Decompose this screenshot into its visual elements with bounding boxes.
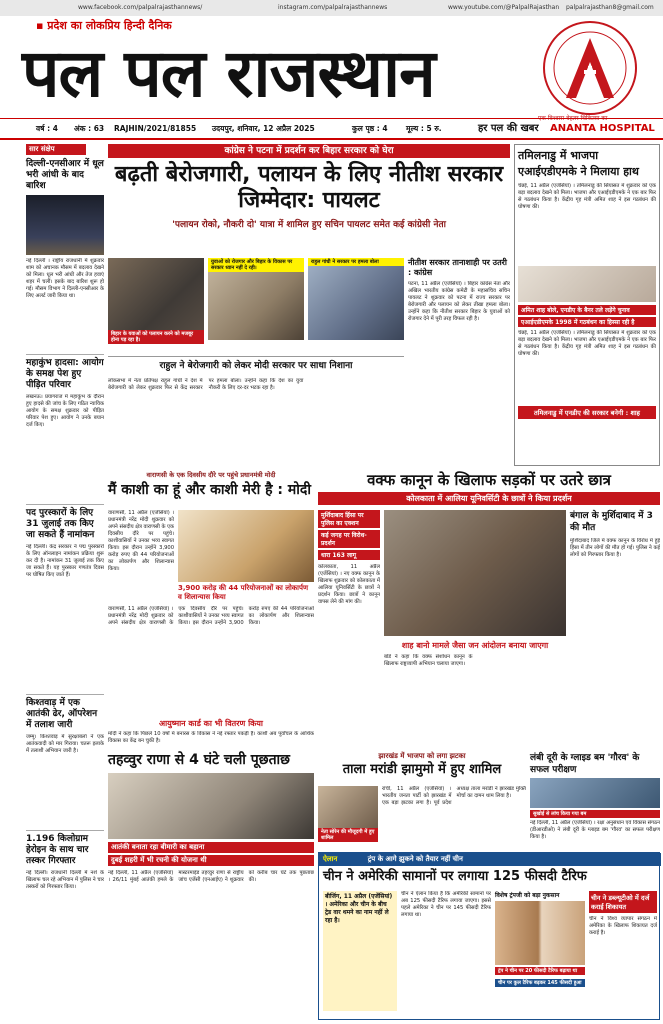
waqf-shah-body: बोर्ड ने कहा कि वक्फ संशोधन कानून के खिलाफ राष्ट्रव्यापी अभियान चलाया जाएगा। [384, 654, 473, 667]
tn-body: चेन्नई, 11 अप्रैल (एजेंसियां) । तमिलनाडु की सियासत में शुक्रवार को एक बड़ा बदलाव देखने को मिला। भाजपा और एआईएडीएमके ने एक बार फिर से गठबंधन किया है। केंद्रीय गृह मंत्री अमित शाह ने इस गठबंधन की घोषणा की। [518, 183, 656, 210]
brief-4-title: किश्तवाड़ में एक आतंकी ढेर, ऑपरेशन में तलाश जारी [26, 698, 98, 730]
header-rule [0, 138, 663, 140]
glide-photo [530, 778, 660, 808]
brief-1-title: दिल्ली-एनसीआर में धूल भरी आंधी के बाद बारिश [26, 159, 104, 191]
ad-left-text: हर पल की खबर [478, 123, 539, 134]
tariff-photo [495, 901, 585, 965]
ad-strip [478, 120, 655, 134]
brief-2-title: महाकुंभ हादसा: आयोग के समक्ष पेश हुए पीड़ित परिवार [26, 358, 104, 390]
bengal-headline: बंगाल के मुर्शिदाबाद में 3 की मौत [570, 511, 653, 533]
glide-caption: सुखोई से लांच किया गया बम [530, 810, 660, 818]
instagram-link[interactable]: instagram.com/palpalrajasthannews [278, 4, 388, 11]
ayushman-title: आयुष्मान कार्ड का भी वितरण किया [158, 719, 264, 728]
brief-5-title: 1.196 किलोग्राम हेरोइन के साथ चार तस्कर गिरफ्तार [26, 834, 89, 866]
jharkhand-photo [318, 786, 378, 828]
waqf-bullets [318, 510, 380, 630]
place-date: उदयपुर, शनिवार, 12 अप्रैल 2025 [212, 124, 315, 133]
waqf-photo [384, 510, 566, 636]
youtube-link[interactable]: www.youtube.com/@PalpalRajasthan [448, 4, 560, 11]
reg-number: RAJHIN/2021/81855 [114, 124, 197, 133]
glide-headline: लंबी दूरी के ग्लाइड बम 'गौरव' के सफल परीक्षण [530, 753, 640, 775]
tariff-lead: बीजिंग, 11 अप्रैल (एजेंसियां) । अमेरिका और चीन के बीच ट्रेड वार थमने का नाम नहीं ले रहा है। [323, 891, 397, 1011]
tariff-headline: चीन ने अमेरिकी सामानों पर लगाया 125 फीसदी टैरिफ [323, 869, 587, 884]
rana-story [108, 752, 314, 1020]
rana-headline: तहव्वुर राणा से 4 घंटे चली पूछताछ [108, 752, 290, 768]
modi-kicker: वाराणसी के एक दिवसीय दौरे पर पहुंचे प्रधानमंत्री मोदी [146, 471, 276, 479]
rana-photo [108, 773, 314, 839]
jharkhand-kicker: झारखंड में भाजपा को लगा झटका [378, 752, 466, 760]
congress-headline: बढ़ती बेरोजगारी, पलायन के लिए नीतीश सरकार जिम्मेदार: पायलट [114, 162, 504, 213]
modi-badge: 3,900 करोड़ की 44 परियोजनाओं का लोकार्पण व शिलान्यास किया [178, 584, 309, 601]
congress-subhead: 'पलायन रोको, नौकरी दो' यात्रा में शामिल हुए सचिन पायलट समेत कई कांग्रेसी नेता [172, 220, 446, 230]
modi-story [108, 470, 314, 718]
rahul-title: राहुल ने बेरोजगारी को लेकर मोदी सरकार पर साधा निशाना [108, 356, 404, 374]
congress-photo-1 [108, 258, 204, 340]
congress-caption-2: युवाओं को रोजगार और बिहार के विकास पर सरकार ध्यान नहीं दे रही। [208, 258, 304, 272]
tn-story [514, 144, 660, 466]
congress-photo-3 [308, 258, 404, 340]
year: वर्ष : 4 [36, 124, 58, 133]
top-rule [0, 118, 663, 119]
hospital-logo [520, 18, 660, 130]
waqf-bullet-2: कई जगह पर विरोध-प्रदर्शन [318, 530, 380, 548]
ayushman-box [108, 718, 314, 748]
modi-headline: मैं काशी का हूं और काशी मेरी है : मोदी [108, 482, 311, 498]
rana-bullet-2: दुबई शहरी में भी रचनी की योजना थी [108, 855, 314, 866]
tariff-label: ऐलान [323, 855, 338, 863]
tn-kicker: तमिलनाडु में भाजपा [518, 149, 599, 162]
bengal-body: मुर्शिदाबाद जिले में वक्फ कानून के विरोध में हुई हिंसा में तीन लोगों की मौत हो गई। पुलिस ने कई लोगों को गिरफ्तार किया है। [570, 538, 660, 558]
facebook-link[interactable]: www.facebook.com/palpalrajasthannews/ [78, 4, 203, 11]
glide-story [530, 752, 660, 848]
waqf-story [318, 470, 660, 748]
modi-photo [178, 510, 314, 582]
rahul-body: लोकसभा में नेता प्रतिपक्ष राहुल गांधी ने देश में बेरोजगारी को लेकर शुक्रवार फिर से केंद्र सरकार पर हमला बोला। उन्होंने कहा कि देश का युवा नौकरी के लिए दर-दर भटक रहा है। [108, 378, 304, 391]
brief-3-body: नई दिल्ली। केंद्र सरकार ने पद्म पुरस्कारों के लिए ऑनलाइन नामांकन प्रक्रिया शुरू कर दी है। नामांकन 31 जुलाई तक किए जा सकते हैं। यह पुरस्कार गणतंत्र दिवस पर घोषित किए जाते हैं। [26, 544, 104, 578]
tariff-caption-2: चीन पर कुल टैरिफ बढ़कर 145 फीसदी हुआ [495, 979, 585, 987]
glide-body: नई दिल्ली, 11 अप्रैल (एजेंसियां) । रक्षा अनुसंधान एवं विकास संगठन (डीआरडीओ) ने लंबी दूरी के ग्लाइड बम 'गौरव' का सफल परीक्षण किया है। [530, 820, 660, 840]
waqf-body: कोलकाता, 11 अप्रैल (एजेंसियां) । नए वक्फ कानून के खिलाफ शुक्रवार को कोलकाता में आलिया यूनिवर्सिटी के छात्रों ने प्रदर्शन किया। छात्रों ने कानून वापस लेने की मांग की। [318, 564, 380, 605]
rana-bullet-1: आतंकी बनाता रहा बीमारी का बहाना [108, 842, 314, 853]
tn-body-2: चेन्नई, 11 अप्रैल (एजेंसियां) । तमिलनाडु की सियासत में शुक्रवार को एक बड़ा बदलाव देखने को मिला। भाजपा और एआईएडीएमके ने एक बार फिर से गठबंधन किया है। केंद्रीय गृह मंत्री अमित शाह ने इस गठबंधन की घोषणा की। [518, 330, 656, 357]
tn-quote-1: अमित शाह बोले, एनडीए के बैनर तले लड़ेंगे चुनाव [518, 305, 656, 315]
wto-story [589, 891, 657, 1012]
tn-bottom: तमिलनाडु में एनडीए की सरकार बनेगी : शाह [518, 406, 656, 419]
brief-label: सार संक्षेप [26, 144, 86, 155]
congress-body: पटना, 11 अप्रैल (एजेंसियां) । बिहार कांग्रेस नेता और अखिल भारतीय कांग्रेस कमेटी के महासचिव सचिन पायलट ने शुक्रवार को पटना में राज्य सरकार पर बेरोजगारी और पलायन को लेकर तीखा हमला बोला। उन्होंने कहा कि नीतीश सरकार बिहार के युवाओं को रोजगार देने में पूरी तरह विफल रही है। [408, 281, 510, 322]
brief-1-body: नई दिल्ली । राष्ट्रीय राजधानी में शुक्रवार शाम को अचानक मौसम में बदलाव देखने को मिला। धूल भरी आंधी और तेज हवाएं शहर में चलीं। इसके बाद बारिश शुरू हो गई। मौसम विभाग ने दिल्ली-एनसीआर के लिए अलर्ट जारी किया था। [26, 258, 104, 299]
brief-1-photo [26, 195, 104, 255]
brief-4-body: जम्मू। किश्तवाड़ में सुरक्षाबलों ने एक आतंकवादी को मार गिराया। चतरू इलाके में तलाशी अभियान जारी है। [26, 734, 104, 754]
congress-side [408, 258, 510, 466]
left-column [26, 144, 104, 1020]
tariff-body: चीन ने ऐलान किया है कि अमेरिकी सामानों पर अब 125 फीसदी टैरिफ लगाया जाएगा। इससे पहले अमेरिका ने चीन पर 145 फीसदी टैरिफ लगाया था। [401, 891, 491, 918]
waqf-headline: वक्फ कानून के खिलाफ सड़कों पर उतरे छात्र [367, 471, 611, 489]
congress-caption-1: बिहार के यवाओं को पलायन करने को मजबूर होना पड़ रहा है। [108, 330, 204, 344]
info-bar [36, 120, 476, 138]
tn-headline: एआईएडीएमके ने मिलाया हाथ [518, 165, 639, 178]
tn-photo [518, 266, 656, 302]
modi-body-2: वाराणसी, 11 अप्रैल (एजेंसियां) । प्रधानमंत्री नरेंद्र मोदी शुक्रवार को अपने संसदीय क्षेत्र वाराणसी के एक दिवसीय दौरे पर पहुंचे। काशीवासियों ने उनका भव्य स्वागत किया। इस दौरान उन्होंने 3,900 करोड़ रुपए की 44 परियोजनाओं का लोकार्पण और शिलान्यास किया। [108, 606, 314, 626]
waqf-bullet-3: धारा 163 लागू [318, 550, 380, 560]
waqf-bullet-1: मुर्शिदाबाद हिंसा पर पुलिस का एक्शन [318, 510, 380, 528]
ad-hospital-name: ANANTA HOSPITAL [550, 123, 655, 134]
email-link[interactable]: palpalrajasthan8@gmail.com [566, 4, 654, 11]
tariff-story [318, 852, 660, 1020]
social-bar [0, 0, 663, 16]
tariff-caption-1: ट्रंप ने चीन पर 20 फीसदी टैरिफ बढ़ाया था [495, 967, 585, 975]
brief-3-title: पद पुरस्कारों के लिए 31 जुलाई तक किए जा सकते हैं नामांकन [26, 508, 95, 540]
pages: कुल पृष्ठ : 4 [352, 124, 388, 133]
tagline: ▪ प्रदेश का लोकप्रिय हिन्दी दैनिक [36, 19, 172, 32]
brief-5-body: नई दिल्ली। राजधानी दिल्ली में नशे के खिलाफ चल रहे अभियान में पुलिस ने चार तस्करों को गिरफ्तार किया। [26, 870, 104, 890]
price: मूल्य : 5 रु. [406, 124, 442, 133]
jharkhand-body: रांची, 11 अप्रैल (एजेंसियां) । भारतीय जनता पार्टी को झारखंड में एक बड़ा झटका लगा है। पूर्व प्रदेश अध्यक्ष ताला मरांडी ने झारखंड मुक्ति मोर्चा का दामन थाम लिया है। [382, 786, 526, 806]
ayushman-body: मोदी ने कहा कि पिछले 10 वर्षों में बनारस के विकास ने नई रफ्तार पकड़ी है। काशी अब पूर्वांचल के आर्थिक विकास का केंद्र बन चुकी है। [108, 731, 314, 744]
wto-title: चीन ने डब्ल्यूटीओ में दर्ज कराई शिकायत [589, 891, 657, 913]
masthead: पल पल राजस्थान [22, 34, 435, 112]
jharkhand-headline: ताला मरांडी झामुमो में हुए शामिल [342, 762, 502, 777]
jharkhand-caption: नेता सोरेन की मौजूदगी में हुए शामिल [318, 828, 378, 842]
jharkhand-story [318, 752, 526, 848]
waqf-subhead: कोलकाता में आलिया यूनिवर्सिटी के छात्रों ने किया प्रदर्शन [318, 492, 660, 505]
bengal-story [570, 510, 660, 740]
brief-2-body: लखनऊ। प्रयागराज में महाकुंभ के दौरान हुए हादसे की जांच के लिए गठित न्यायिक आयोग के समक्ष शुक्रवार को पीड़ित परिवार पेश हुए। आयोग ने उनके बयान दर्ज किए। [26, 394, 104, 428]
tariff-kicker-bar [319, 853, 661, 866]
congress-side-title: नीतीश सरकार तानाशाही पर उतरी : कांग्रेस [408, 258, 507, 277]
issue: अंक : 63 [74, 124, 105, 133]
congress-kicker: कांग्रेस ने पटना में प्रदर्शन कर बिहार सरकार को घेरा [108, 144, 510, 158]
tn-quote-2: एआईएडीएमके 1998 में गठबंधन का हिस्सा रही है [518, 317, 656, 327]
waqf-shah: शाह बानो मामले जैसा जन आंदोलन बनाया जाएगा [401, 641, 549, 650]
tariff-kicker: ट्रंप के आगे झुकने को तैयार नहीं चीन [367, 855, 463, 863]
rana-body: नई दिल्ली, 11 अप्रैल (एजेंसियां) । 26/11 मुंबई आतंकी हमले के मास्टरमाइंड तहव्वुर राणा से राष्ट्रीय जांच एजेंसी (एनआईए) ने शुक्रवार को करीब चार घंटे तक पूछताछ की। [108, 870, 314, 883]
modi-body: वाराणसी, 11 अप्रैल (एजेंसियां) । प्रधानमंत्री नरेंद्र मोदी शुक्रवार को अपने संसदीय क्षेत्र वाराणसी के एक दिवसीय दौरे पर पहुंचे। काशीवासियों ने उनका भव्य स्वागत किया। इस दौरान उन्होंने 3,900 करोड़ रुपए की 44 परियोजनाओं का लोकार्पण और शिलान्यास किया। [108, 510, 174, 572]
tariff-mid: विशेष ट्रंपजी को बड़ा नुकसान [495, 892, 560, 899]
congress-caption-3: राहुल गांधी ने सरकार पर हमला बोला [308, 258, 404, 266]
wto-body: चीन ने विश्व व्यापार संगठन में अमेरिका के खिलाफ शिकायत दर्ज कराई है। [589, 916, 657, 936]
congress-story [108, 144, 510, 466]
